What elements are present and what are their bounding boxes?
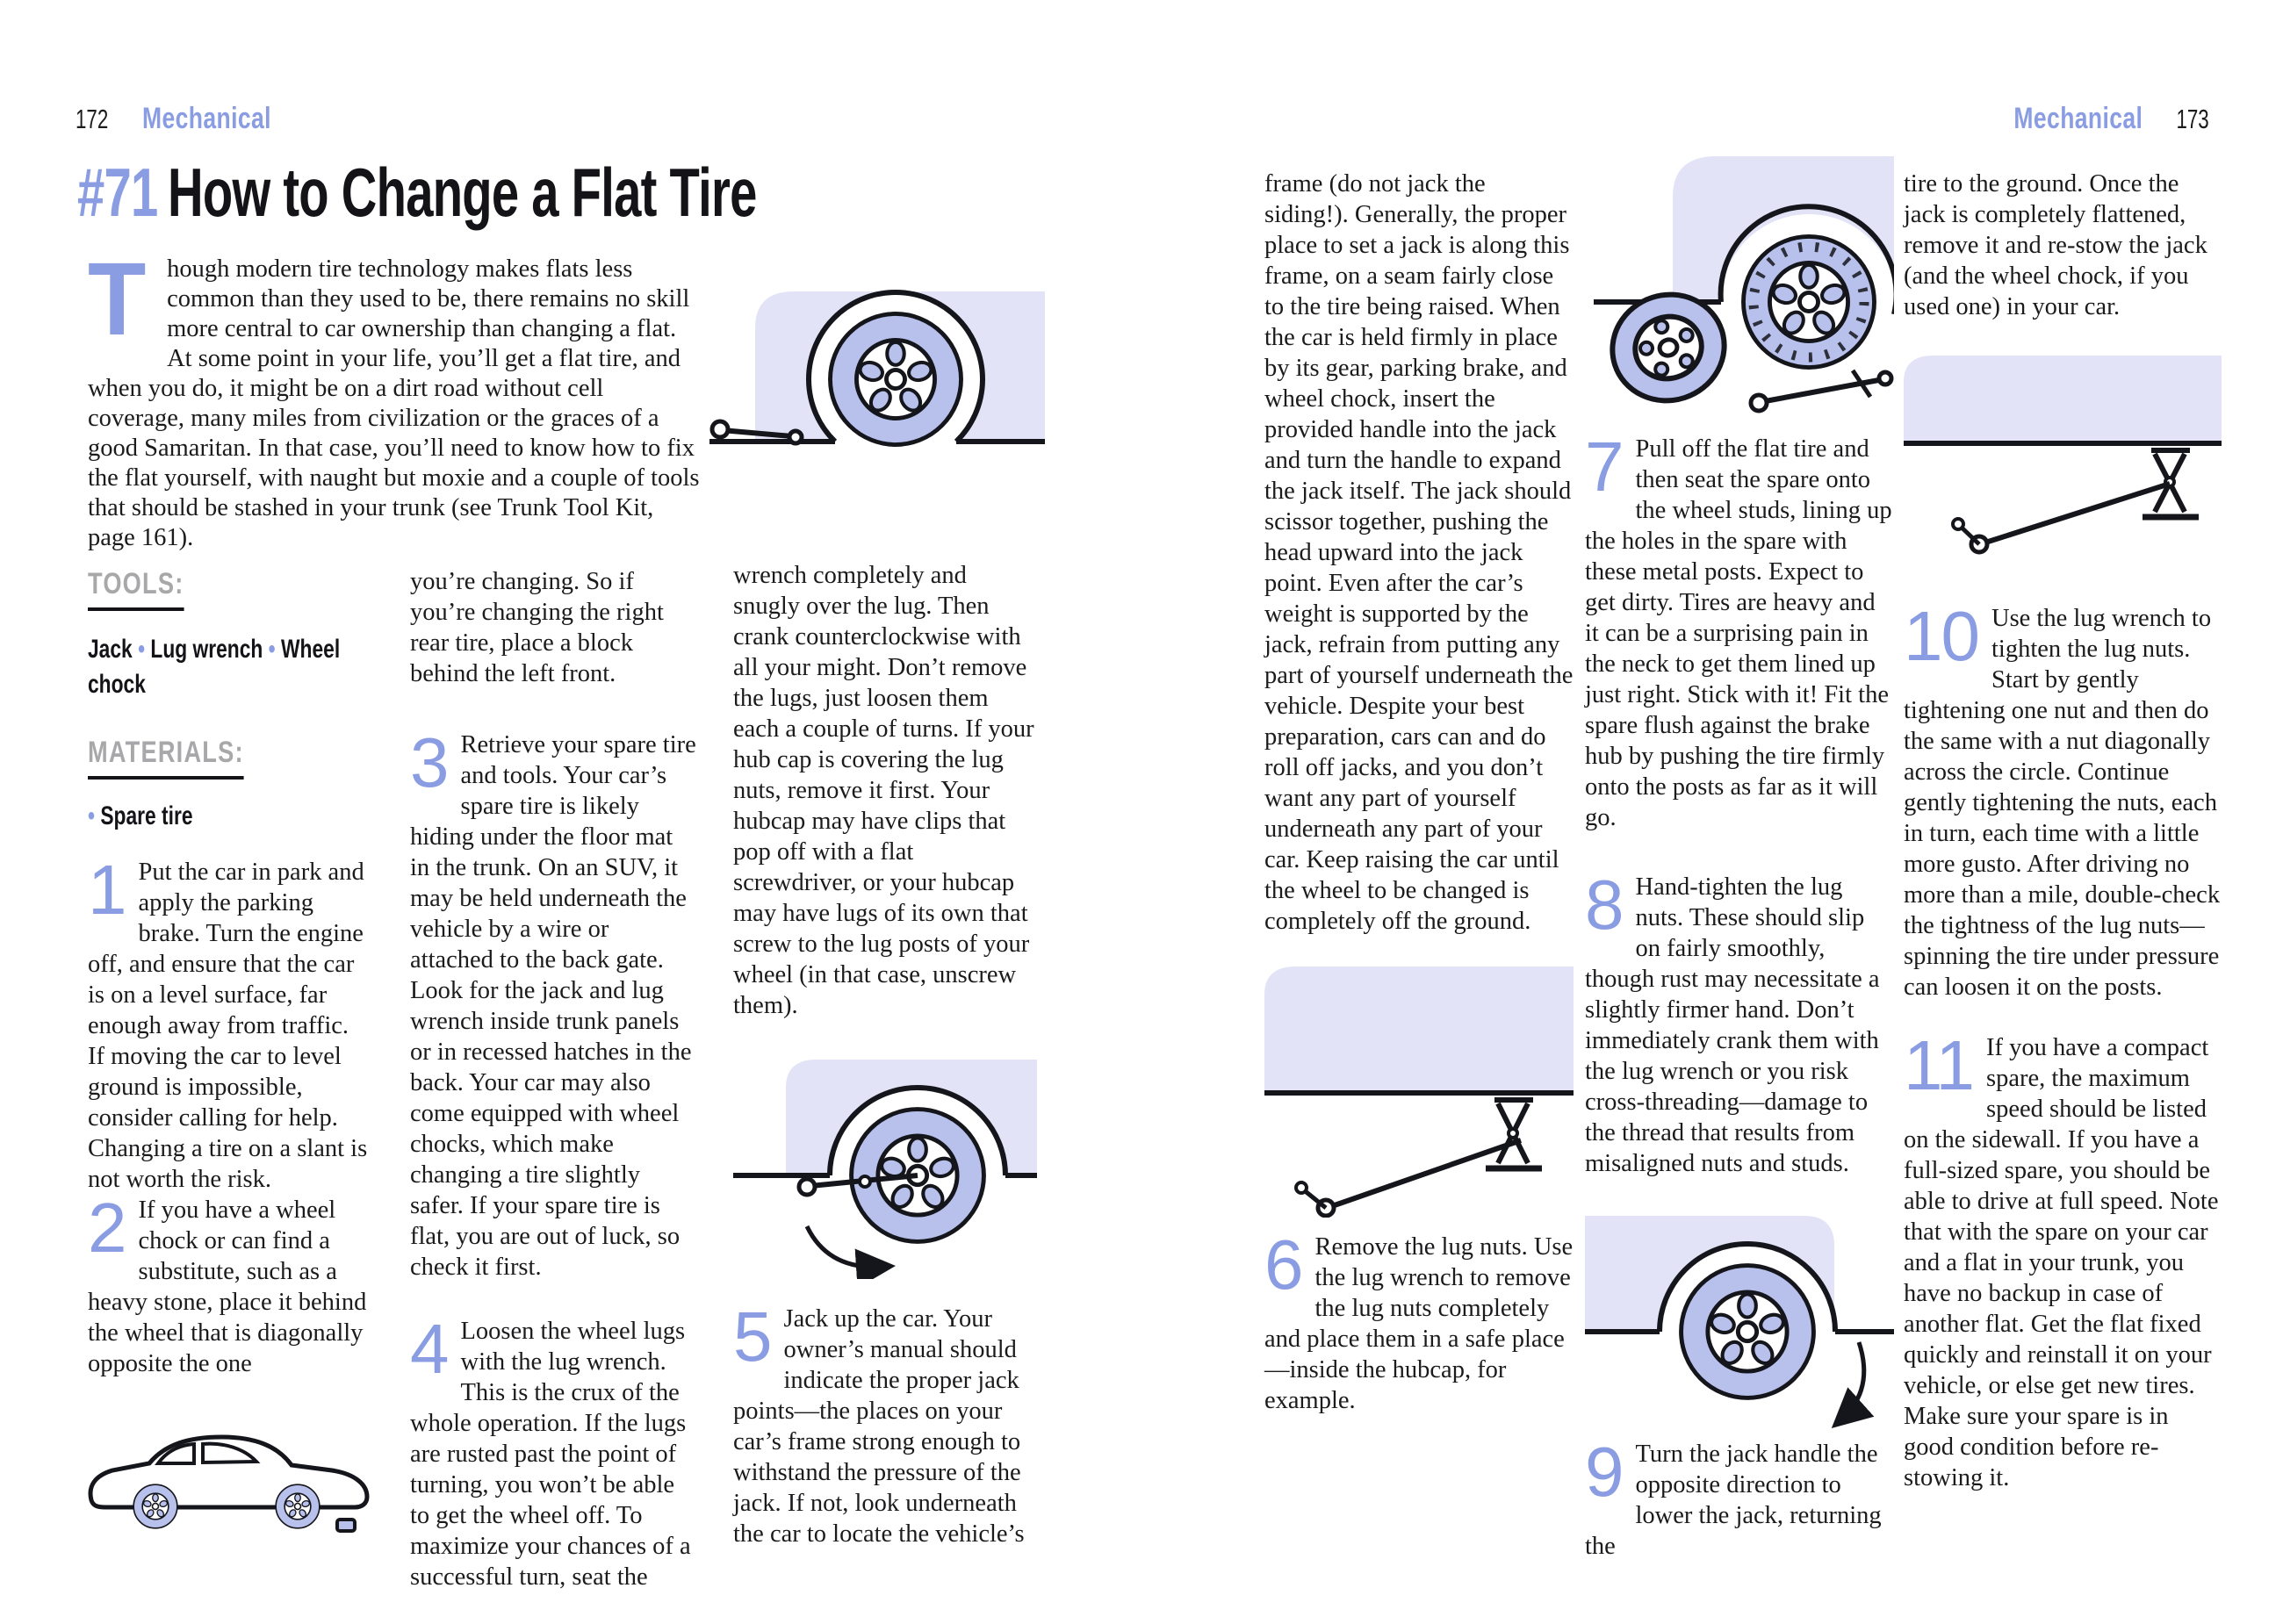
section-name: Mechanical [141, 102, 271, 135]
step-9-text: Turn the jack handle the opposite direction to lower the jack, returning the [1585, 1441, 1882, 1560]
step-7 [1585, 428, 1894, 833]
article-title [77, 153, 757, 233]
step-10-number: 10 [1904, 597, 1978, 675]
step-5-text: Jack up the car. Your owner’s manual should indicate the proper jack points—the places on your car’s frame strong enough to withstand the pressure of the jack. If not, look underneath the car to locate the vehicle’s [733, 1305, 1025, 1548]
step-2 [88, 1189, 371, 1379]
step-6-number: 6 [1264, 1225, 1302, 1304]
step-4-text: Loosen the wheel lugs with the lug wrench. This is the crux of the whole operation. If the lugs are rusted past the point of turning, you won’t be able to get the wheel off. To maximize your chances of a successful turn, seat the [410, 1318, 691, 1591]
step-9 [1585, 1433, 1894, 1562]
spare-rim-flat-tire-and-wrench-illustration [1585, 147, 1894, 421]
left-column-1 [88, 569, 371, 1542]
jack-handle-icon [1953, 484, 2170, 552]
scissor-jack-icon [1486, 1100, 1542, 1168]
right-page-header [1977, 102, 2209, 136]
step-4-number: 4 [410, 1310, 448, 1388]
right-column-3 [1904, 169, 2222, 1493]
step-11-number: 11 [1904, 1026, 1974, 1104]
step-7-text: Pull off the flat tire and then seat the spare onto the wheel studs, lining up the holes in the spare with these metal posts. Expect to get dirty. Tires are heavy and it can be a surprising pain in the neck to get them lined up just right. Stick with it! Fit the spare flush against the brake hub by pushing the tire firmly onto the posts as far as it will go. [1585, 435, 1892, 831]
jack-handle-icon [1296, 1140, 1521, 1216]
step-9-number: 9 [1585, 1433, 1623, 1511]
intro-text: hough modern tire technology makes flats less common than they used to be, there remains no skill more central to car ownership than changing a flat. At some point in your life, you’ll get a flat tire, and when you do, it might be on a dirt road without cell coverage, many miles from civilization or the graces of a good Samaritan. In that case, you’ll need to know how to fix the flat yourself, with naught but moxie and a couple of tools that should be stashed in your trunk (see Trunk Tool Kit, page 161). [88, 255, 700, 551]
step-2-number: 2 [88, 1189, 126, 1267]
step-3 [410, 723, 696, 1283]
drop-cap: T [88, 241, 147, 357]
step-8-number: 8 [1585, 866, 1623, 944]
step-1-text: Put the car in park and apply the parking brake. Turn the engine off, and ensure that the car is on a level surface, far enough away from traffic. If moving the car to level ground is impossible, consider calling for help. Changing a tire on a slant is not worth the risk. [88, 859, 368, 1193]
step-6-text: Remove the lug nuts. Use the lug wrench to remove the lug nuts completely and place them in a safe place—inside the hubcap, for example. [1264, 1233, 1574, 1414]
left-column-3 [733, 560, 1037, 1549]
step-7-number: 7 [1585, 428, 1623, 506]
left-column-2 [410, 566, 696, 1592]
tire-under-fender-with-lug-wrench-illustration [709, 262, 1045, 483]
step-9-continuation: tire to the ground. Once the jack is completely flattened, remove it and re-stow the jack (and the wheel chock, if you used one) in your car. [1904, 170, 2207, 320]
step-5-number: 5 [733, 1297, 771, 1376]
tools-list: Jack • Lug wrench • Wheel chock [88, 635, 341, 699]
step-5-continuation: frame (do not jack the siding!). Generally, the proper place to set a jack is along this frame, on a seam fairly close to the tire being raised. When the car is held firmly in place by its gear, parking brake, and wheel chock, insert the provided handle into the jack and turn the handle to expand the jack itself. The jack should scissor together, pushing the head upward into the jack point. Even after the car’s weight is supported by the jack, refrain from putting any part of yourself underneath the vehicle. Despite your best preparation, cars can and do roll off jacks, and you don’t want any part of yourself underneath any part of your car. Keep raising the car until the wheel to be changed is completely off the ground. [1264, 170, 1574, 935]
bullet-icon: • [88, 801, 95, 830]
step-4 [410, 1310, 696, 1592]
intro-paragraph [88, 241, 702, 553]
entry-number: #71 [77, 154, 158, 231]
scissor-jack-icon [2143, 450, 2199, 517]
materials-list: • Spare tire [88, 801, 193, 830]
tools-heading: TOOLS: [88, 569, 184, 611]
materials-heading: MATERIALS: [88, 737, 244, 780]
step-3-text: Retrieve your spare tire and tools. Your car’s spare tire is likely hiding under the floor mat in the trunk. On an SUV, it may be held underneath the vehicle by a wire or attached to the back gate. Look for the jack and lug wrench inside trunk panels or in recessed hatches in the back. Your car may also come equipped with wheel chocks, which make changing a tire slightly safer. If your spare tire is flat, you are out of luck, so check it first. [410, 731, 696, 1281]
step-1 [88, 851, 371, 1195]
wheel-with-lowering-arrow-illustration [1585, 1200, 1894, 1430]
sedan-with-wheel-chock-illustration [83, 1402, 374, 1542]
car-on-scissor-jack-with-handle-illustration [1264, 954, 1574, 1218]
step-10-text: Use the lug wrench to tighten the lug nuts. Start by gently tightening one nut and then do the same with a nut diagonally across the circle. Continue gently tightening the nuts, each in turn, each time with a little more gusto. After driving no more than a mile, double-check the tightness of the lug nuts—spinning the tire under pressure can loosen it on the posts. [1904, 605, 2221, 1001]
left-page-header [76, 102, 307, 136]
rocker-panel-scissor-jack-handle-illustration [1904, 345, 2222, 584]
step-10 [1904, 597, 2222, 1002]
bullet-icon: • [138, 635, 146, 664]
lowering-arrow-icon [1841, 1342, 1864, 1419]
title-text: How to Change a Flat Tire [168, 154, 757, 231]
bullet-icon: • [268, 635, 276, 664]
step-8-text: Hand-tighten the lug nuts. These should slip on fairly smoothly, though rust may necessitate a slightly firmer hand. Don’t immediately crank them with the lug wrench or you risk cross-threading—damage to the thread that results from misaligned nuts and studs. [1585, 873, 1880, 1177]
wheel-chock-icon [337, 1520, 355, 1531]
step-1-number: 1 [88, 851, 126, 929]
step-5 [733, 1297, 1037, 1549]
right-column-2 [1585, 147, 1894, 1562]
right-page [1142, 0, 2283, 1624]
wheel-with-wrench-and-counterclockwise-arrow-illustration [733, 1044, 1037, 1279]
step-2-continuation: you’re changing. So if you’re changing the right rear tire, place a block behind the left front. [410, 568, 664, 687]
step-11-text: If you have a compact spare, the maximum speed should be listed on the sidewall. If you have a full-sized spare, you should be able to drive at full speed. Note that with the spare on your car and a flat in your trunk, you have no backup in case of another flat. Get the flat fixed quickly and reinstall it on your vehicle, or else get new tires. Make sure your spare is in good condition before re-stowing it. [1904, 1034, 2219, 1491]
right-column-1 [1264, 169, 1574, 1416]
page-number: 173 [2176, 104, 2209, 134]
section-name: Mechanical [2013, 102, 2143, 135]
step-3-number: 3 [410, 723, 448, 801]
step-4-continuation: wrench completely and snugly over the lug. Then crank counterclockwise with all your might. Don’t remove the lugs, just loosen them each a couple of turns. If your hub cap is covering the lug nuts, remove it first. Your hubcap may have clips that pop off with a flat screwdriver, or your hubcap may have lugs of its own that screw to the lug posts of your wheel (in that case, unscrew them). [733, 562, 1034, 1019]
step-8 [1585, 866, 1894, 1179]
step-2-text: If you have a wheel chock or can find a substitute, such as a heavy stone, place it behind the wheel that is diagonally opposite the one [88, 1196, 367, 1377]
step-11 [1904, 1026, 2222, 1493]
page-number: 172 [76, 104, 109, 134]
step-6 [1264, 1225, 1574, 1416]
